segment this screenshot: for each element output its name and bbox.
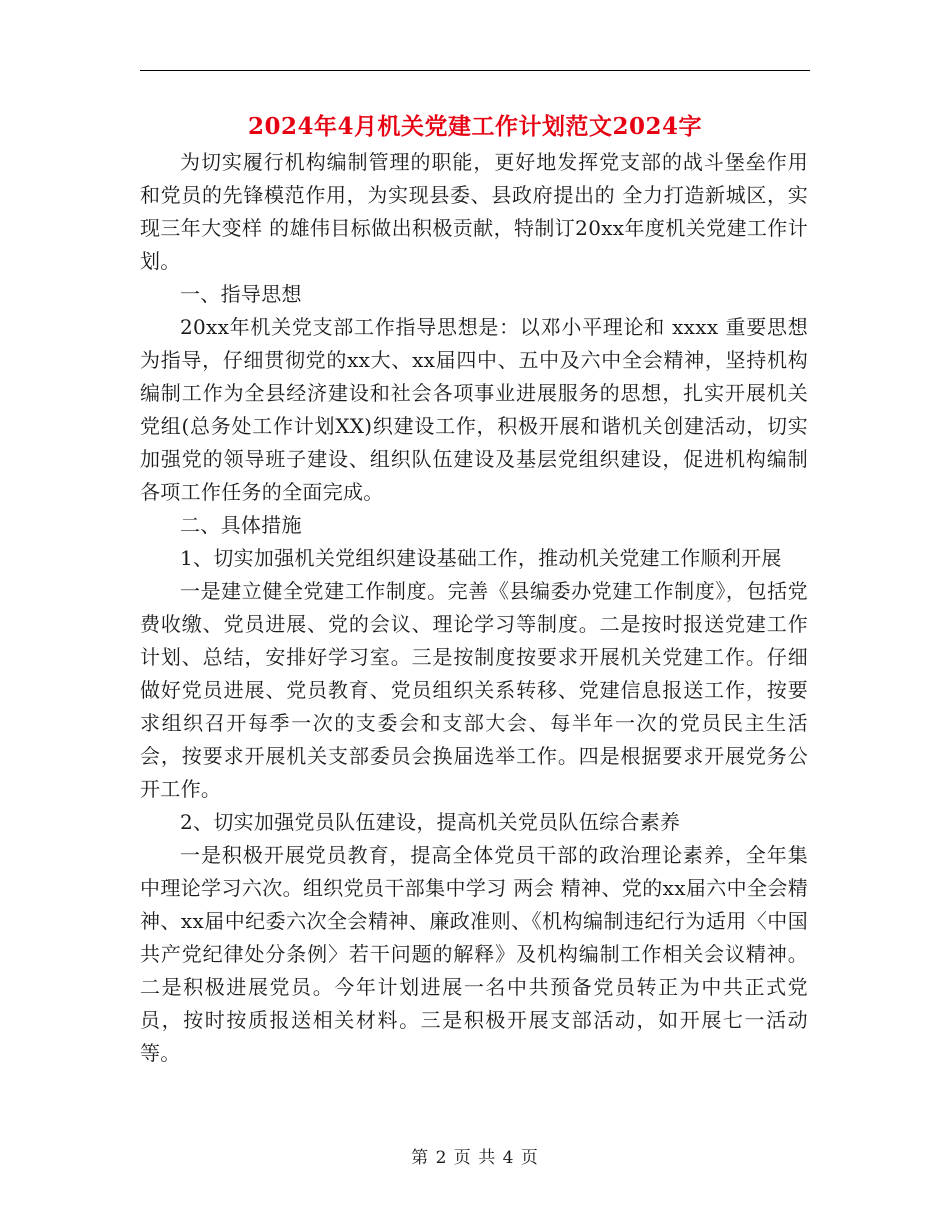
- document-body: [140, 146, 808, 1070]
- measure-1-heading: 1、切实加强机关党组织建设基础工作，推动机关党建工作顺利开展: [180, 546, 782, 570]
- measure-2-paragraph: 一是积极开展党员教育，提高全体党员干部的政治理论素养，全年集中理论学习六次。组织党员干部集中学习 两会 精神、党的xx届六中全会精神、xx届中纪委六次全会精神、廉政准则、《机构编制违纪行为适用〈中国共产党纪律处分条例〉若干问题的解释》及机构编制工作相关会议精神。二是积极进展党员。今年计划进展一名中共预备党员转正为中共正式党员，按时按质报送相关材料。三是积极开展支部活动，如开展七一活动等。: [140, 843, 808, 1065]
- header-rule: [140, 70, 810, 71]
- measure-2-heading: 2、切实加强党员队伍建设，提高机关党员队伍综合素养: [180, 810, 681, 834]
- guiding-thought-paragraph: 20xx年机关党支部工作指导思想是：以邓小平理论和 xxxx 重要思想为指导，仔细贯彻党的xx大、xx届四中、五中及六中全会精神，坚持机构编制工作为全县经济建设和社会各项事业进展服务的思想，扎实开展机关党组(总务处工作计划XX)织建设工作，积极开展和谐机关创建活动，切实加强党的领导班子建设、组织队伍建设及基层党组织建设，促进机构编制各项工作任务的全面完成。: [140, 315, 808, 504]
- intro-paragraph: 为切实履行机构编制管理的职能，更好地发挥党支部的战斗堡垒作用和党员的先锋模范作用，为实现县委、县政府提出的 全力打造新城区，实现三年大变样 的雄伟目标做出积极贡献，特制订20xx年度机关党建工作计划。: [140, 150, 808, 273]
- section-heading-specific-measures: 二、具体措施: [180, 513, 302, 537]
- section-heading-guiding-thought: 一、指导思想: [180, 282, 302, 306]
- document-title: 2024年4月机关党建工作计划范文2024字: [247, 113, 703, 140]
- page-number-footer: 第 2 页 共 4 页: [411, 1148, 539, 1168]
- measure-1-paragraph: 一是建立健全党建工作制度。完善《县编委办党建工作制度》，包括党费收缴、党员进展、党的会议、理论学习等制度。二是按时报送党建工作计划、总结，安排好学习室。三是按制度按要求开展机关党建工作。仔细做好党员进展、党员教育、党员组织关系转移、党建信息报送工作，按要求组织召开每季一次的支委会和支部大会、每半年一次的党员民主生活会，按要求开展机关支部委员会换届选举工作。四是根据要求开展党务公开工作。: [140, 579, 808, 801]
